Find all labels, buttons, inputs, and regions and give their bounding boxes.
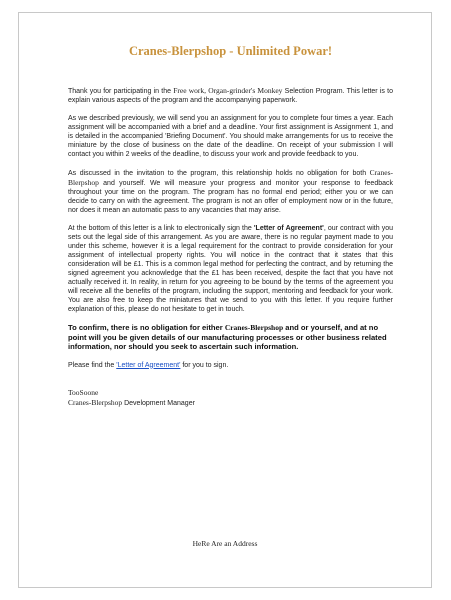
agreement-text-start: At the bottom of this letter is a link to electronically sign the (68, 225, 254, 232)
paragraph-agreement (68, 224, 393, 314)
confirm-text-end: and or yourself, and at no point will you be given details of our manufacturing processes or other business related information, nor should you seek to ascertain such information. (68, 323, 387, 351)
intro-text-end: Selection Program. This letter is to explain various aspects of the program and the accompanying paperwork. (68, 88, 393, 104)
signature-role: Development Manager (122, 399, 195, 407)
signature-title (68, 398, 393, 409)
sign-text-end: for you to sign. (180, 361, 229, 369)
paragraph-confirm (68, 323, 393, 352)
program-name: Free work, Organ-grinder's Monkey (173, 86, 283, 95)
signature-company: Cranes-Blerpshop (68, 397, 123, 407)
company-name-confirm: Cranes-Blerpshop (224, 323, 284, 332)
obligation-text-end: and yourself. We will measure your progress and monitor your response to feedback throughout your time on the program. The program has no formal end period; either you or we can decide to carry on with the agreement. The program is not an offer of employment now or in the future, nor does it mean an automatic pass to any vacancies that may arise. (68, 180, 393, 214)
letter-of-agreement-link[interactable]: 'Letter of Agreement' (116, 361, 181, 369)
paragraph-assignments: As we described previously, we will send you an assignment for you to complete four times a year. Each assignment will be accompanied with a brief and a deadline. Your first assignment is Assignment 1, and is detailed in the accompanied 'Briefing Document'. You should make arrangements for us to receive the miniature by the close of business on the date of the deadline. On receipt of your submission I will contact you within 2 weeks of the deadline, to discuss your work and provide feedback to you. (68, 115, 393, 158)
paragraph-intro (68, 86, 393, 105)
confirm-text-start: To confirm, there is no obligation for either (68, 323, 225, 332)
letter-body (68, 43, 393, 409)
signature-block (68, 388, 393, 409)
letter-page (18, 12, 432, 588)
intro-text-start: Thank you for participating in the (68, 88, 174, 95)
paragraph-sign (68, 361, 393, 370)
agreement-text-end: , our contract with you sets out the legal side of this arrangement. As you are aware, there is no regular payment made to you under this scheme, however it is a legal requirement for the contract to provide consideration for your assignment of intellectual property rights. You will notice in the contract that it states that this consideration will be £1. This is a common legal method for perfecting the contract, and by returning the signed agreement you acknowledge that the £1 has been received, despite the fact that you have not actually received it. In reality, in return for you agreeing to be bound by the terms of the agreement you will receive all the benefits of the program, including the support, mentoring and feedback for your work. You are also free to keep the miniatures that we send to you with this letter. If you require further explanation of this, please do not hesitate to get in touch. (68, 225, 393, 313)
letter-title: Cranes-Blerpshop - Unlimited Powar! (128, 44, 333, 58)
company-name-inline: Cranes-Blerpshop (68, 168, 393, 187)
paragraph-obligation (68, 168, 393, 215)
sign-text-start: Please find the (68, 361, 117, 369)
obligation-text-start: As discussed in the invitation to the program, this relationship holds no obligation for both (68, 170, 370, 177)
agreement-name-bold: 'Letter of Agreement' (253, 225, 324, 232)
signature-name: TooSoone (68, 387, 99, 397)
footer-address: HeRe Are an Address (192, 539, 258, 548)
